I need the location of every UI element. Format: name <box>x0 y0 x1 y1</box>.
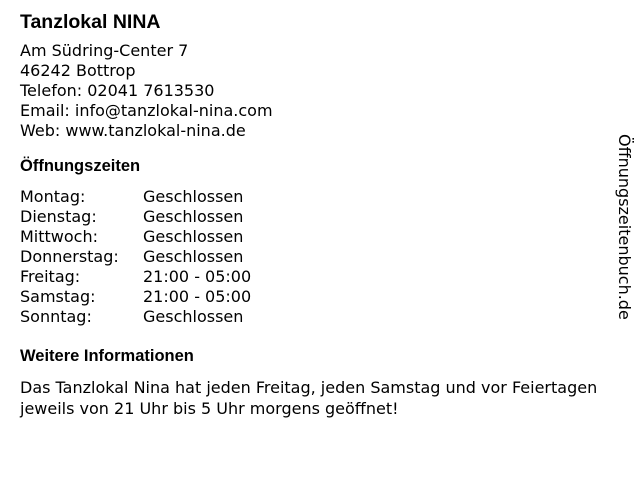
hours-time: Geschlossen <box>143 227 244 246</box>
phone-line: Telefon: 02041 7613530 <box>20 81 215 100</box>
hours-day: Sonntag: <box>20 307 92 326</box>
email-line: Email: info@tanzlokal-nina.com <box>20 101 273 120</box>
hours-day: Samstag: <box>20 287 96 306</box>
hours-row-sunday <box>20 307 610 327</box>
business-card <box>20 10 610 419</box>
hours-row-monday <box>20 187 610 207</box>
opening-hours-table <box>20 187 610 327</box>
web-line: Web: www.tanzlokal-nina.de <box>20 121 246 140</box>
more-info-text: Das Tanzlokal Nina hat jeden Freitag, jeden Samstag und vor Feiertagen jeweils von 21 Uhr bis 5 Uhr morgens geöffnet! <box>20 378 598 418</box>
hours-row-saturday <box>20 287 610 307</box>
hours-day: Freitag: <box>20 267 81 286</box>
contact-block <box>20 41 610 141</box>
more-info-heading: Weitere Informationen <box>20 347 194 365</box>
hours-row-friday <box>20 267 610 287</box>
hours-time: Geschlossen <box>143 247 244 266</box>
hours-time: Geschlossen <box>143 307 244 326</box>
opening-hours-heading: Öffnungszeiten <box>20 157 141 175</box>
hours-row-wednesday <box>20 227 610 247</box>
hours-day: Montag: <box>20 187 86 206</box>
address-city: 46242 Bottrop <box>20 61 136 80</box>
hours-time: 21:00 - 05:00 <box>143 287 252 306</box>
hours-time: Geschlossen <box>143 187 244 206</box>
hours-time: Geschlossen <box>143 207 244 226</box>
hours-day: Mittwoch: <box>20 227 98 246</box>
hours-time: 21:00 - 05:00 <box>143 267 252 286</box>
hours-day: Dienstag: <box>20 207 97 226</box>
hours-row-thursday <box>20 247 610 267</box>
hours-day: Donnerstag: <box>20 247 119 266</box>
hours-row-tuesday <box>20 207 610 227</box>
address-street: Am Südring-Center 7 <box>20 41 189 60</box>
business-name: Tanzlokal NINA <box>20 11 161 33</box>
watermark-label: Öffnungszeitenbuch.de <box>615 134 634 320</box>
